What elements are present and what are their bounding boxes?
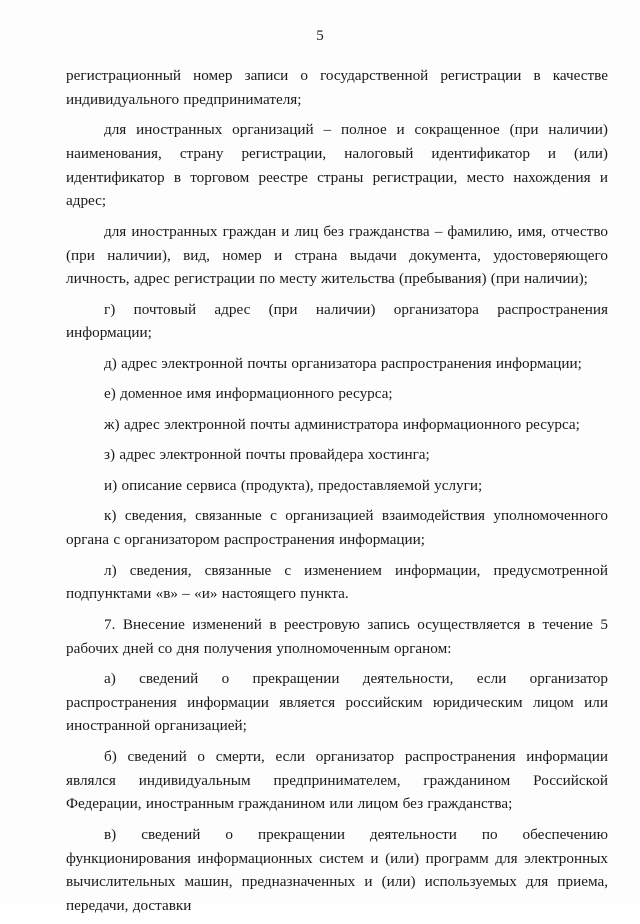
item-a-termination: а) сведений о прекращении деятельности, если организатор распространения информации является российским юридическим лицом или иностранной организацией; <box>66 670 608 735</box>
item-zh-email-administrator: ж) адрес электронной почты администратора информационного ресурса; <box>104 415 580 433</box>
page-number: 5 <box>316 28 324 44</box>
item-b-death: б) сведений о смерти, если организатор распространения информации являлся индивидуальным предпринимателем, гражданином Российской Федерации, иностранным гражданином или лицом без гражданства; <box>66 747 608 813</box>
clause-7: 7. Внесение изменений в реестровую запись осуществляется в течение 5 рабочих дней со дня получения уполномоченным органом: <box>66 615 608 657</box>
item-l-changes-info: л) сведения, связанные с изменением информации, предусмотренной подпунктами «в» – «и» настоящего пункта. <box>66 561 608 603</box>
item-z-email-hosting: з) адрес электронной почты провайдера хостинга; <box>104 446 430 464</box>
item-e-domain-name: е) доменное имя информационного ресурса; <box>104 385 393 403</box>
item-d-email-organizer: д) адрес электронной почты организатора распространения информации; <box>104 354 582 372</box>
paragraph-continuation: регистрационный номер записи о государственной регистрации в качестве индивидуального предпринимателя; <box>66 67 608 108</box>
paragraph-foreign-citizens: для иностранных граждан и лиц без гражданства – фамилию, имя, отчество (при наличии), вид, номер и страна выдачи документа, удостоверяющего личность, адрес регистрации по месту жительства (пребывания) (при наличии); <box>66 222 608 288</box>
item-g-postal-address: г) почтовый адрес (при наличии) организатора распространения информации; <box>66 300 608 342</box>
item-k-interaction-info: к) сведения, связанные с организацией взаимодействия уполномоченного органа с организатором распространения информации; <box>66 507 608 549</box>
item-v-termination-systems: в) сведений о прекращении деятельности по обеспечению функционирования информационных систем и (или) программ для электронных вычислительных машин, предназначенных и (или) используемых для приема, передачи, доставки <box>66 825 608 914</box>
item-i-service-description: и) описание сервиса (продукта), предоставляемой услуги; <box>104 476 483 494</box>
paragraph-foreign-organizations: для иностранных организаций – полное и сокращенное (при наличии) наименования, страну регистрации, налоговый идентификатор и (или) идентификатор в торговом реестре страны регистрации, место нахождения и адрес; <box>66 121 608 210</box>
document-body <box>66 64 608 924</box>
